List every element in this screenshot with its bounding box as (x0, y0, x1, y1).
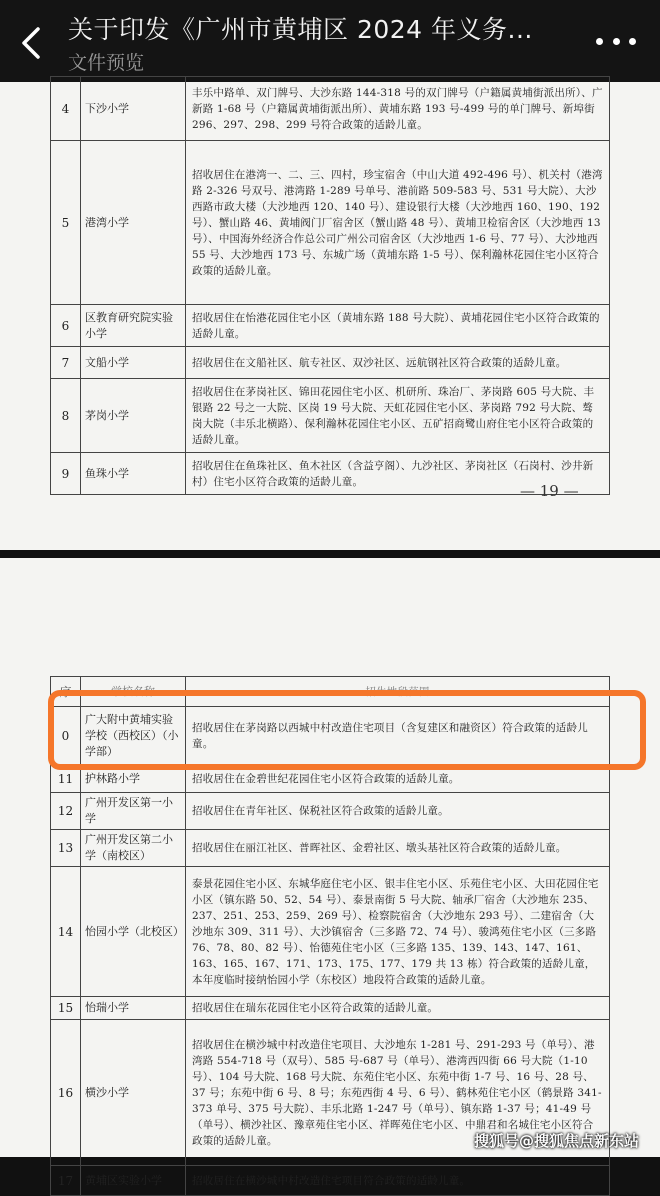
document-page-19 (0, 82, 660, 550)
enrollment-area: 招收居住在茅岗社区、锦田花园住宅小区、机研所、珠冶厂、茅岗路 605 号大院、丰银路 22 号之一大院、区岗 19 号大院、天虹花园住宅小区、茅岗路 792 号大院、骜岗大院（丰乐北横路）、保利瀚林花园住宅小区、五矿招商鹭山府住宅小区符合政策的适龄儿童。 (186, 379, 610, 453)
table-row (51, 830, 610, 867)
table-row (51, 793, 610, 830)
school-name: 茅岗小学 (81, 379, 186, 453)
row-number: 7 (51, 347, 81, 379)
enrollment-area: 招收居住在金碧世纪花园住宅小区符合政策的适龄儿童。 (186, 765, 610, 793)
enrollment-area: 招收居住在港湾一、二、三、四村，珍宝宿舍（中山大道 492-496 号）、机关村（港湾路 2-326 号双号、港湾路 1-289 号单号、港前路 509-583 号、531 号大院）、大沙西路市政大楼（大沙地西 120、140 号）、建设银行大楼（大沙地西 160、190、192 号）、蟹山路 46、黄埔阀门厂宿舍区（蟹山路 48 号）、黄埔卫检宿舍区（大沙地西 13 号）、中国海外经济合作总公司广州公司宿舍区（大沙地西 1-6 号、77 号）、大沙地西 55 号、大沙地西 173 号、东城广场（黄埔东路 1-5 号）、保利瀚林花园住宅小区符合政策的适龄儿童。 (186, 141, 610, 305)
row-number: 11 (51, 765, 81, 793)
table-row (51, 997, 610, 1020)
page-number: — 19 — (520, 482, 579, 500)
chevron-left-icon[interactable] (18, 26, 46, 60)
row-number: 9 (51, 453, 81, 495)
school-name: 广大附中黄埔实验学校（西校区）（小学部） (81, 707, 186, 765)
row-number: 12 (51, 793, 81, 830)
more-dots-icon[interactable] (596, 36, 636, 46)
school-name: 黄埔区实验小学 (81, 1166, 186, 1196)
document-page-20 (0, 558, 660, 1188)
school-name: 怡园小学（北校区） (81, 867, 186, 997)
row-number: 14 (51, 867, 81, 997)
header-cell-school: 学校名称 (81, 677, 186, 707)
table-row (51, 867, 610, 997)
school-name: 怡瑞小学 (81, 997, 186, 1020)
row-number: 17 (51, 1166, 81, 1196)
school-name: 横沙小学 (81, 1020, 186, 1166)
row-number: 5 (51, 141, 81, 305)
enrollment-table-page1 (50, 76, 610, 495)
row-number: 0 (51, 707, 81, 765)
school-name: 下沙小学 (81, 77, 186, 141)
table-row (51, 305, 610, 347)
enrollment-area: 招收居住在文船社区、航专社区、双沙社区、远航钢社区符合政策的适龄儿童。 (186, 347, 610, 379)
row-number: 15 (51, 997, 81, 1020)
school-name: 护林路小学 (81, 765, 186, 793)
document-title: 关于印发《广州市黄埔区 2024 年义务... (68, 15, 533, 44)
row-number: 4 (51, 77, 81, 141)
table-row (51, 379, 610, 453)
table-row (51, 77, 610, 141)
app-header (0, 0, 660, 82)
enrollment-area: 招收居住在青年社区、保税社区符合政策的适龄儿童。 (186, 793, 610, 830)
table-row (51, 765, 610, 793)
enrollment-area: 招收居住在横沙城中村改造住宅项目符合政策的适龄儿童。 (186, 1166, 610, 1196)
enrollment-area: 招收居住在横沙城中村改造住宅项目、大沙地东 1-281 号、291-293 号（单号）、港湾路 554-718 号（双号）、585 号-687 号（单号）、港湾西四街 66 号大院（1-10 号）、104 号大院、168 号大院、东苑住宅小区、东苑中街 1-7 号、16 号、28 号、37 号；东苑中街 6 号、8 号；东苑西街 4 号、6 号）、鹤林苑住宅小区（鹤景路 341-373 单号、375 号大院）、丰乐北路 1-247 号（单号）、镇东路 1-37 号；41-49 号（单号）、横沙社区、豫章苑住宅小区、祥晖苑住宅小区、中鼎君和名城住宅小区符合政策的适龄儿童。 (186, 1020, 610, 1166)
row-number: 13 (51, 830, 81, 867)
table-header-row (51, 677, 610, 707)
table-row (51, 141, 610, 305)
document-subtitle: 文件预览 (68, 52, 145, 74)
enrollment-area: 招收居住在鱼珠社区、鱼木社区（含益亨阁）、九沙社区、茅岗社区（石岗村、沙井新村）住宅小区符合政策的适龄儿童。 (186, 453, 610, 495)
school-name: 文船小学 (81, 347, 186, 379)
header-cell-desc: 招生地段范围 (186, 677, 610, 707)
enrollment-area: 丰乐中路单、双门牌号、大沙东路 144-318 号的双门牌号（户籍属黄埔街派出所）、广新路 1-68 号（户籍属黄埔街派出所）、黄埔东路 193 号-499 号的单门牌号、新埠街 296、297、298、299 号符合政策的适龄儿童。 (186, 77, 610, 141)
header-cell-no: 序 (51, 677, 81, 707)
watermark: 搜狐号@搜狐焦点新东站 (474, 1132, 640, 1150)
page-divider (0, 550, 660, 558)
enrollment-area: 招收居住在茅岗路以西城中村改造住宅项目（含复建区和融资区）符合政策的适龄儿童。 (186, 707, 610, 765)
enrollment-area: 招收居住在怡港花园住宅小区（黄埔东路 188 号大院）、黄埔花园住宅小区符合政策的适龄儿童。 (186, 305, 610, 347)
enrollment-area: 泰景花园住宅小区、东城华庭住宅小区、银丰住宅小区、乐苑住宅小区、大田花园住宅小区（镇东路 50、52、54 号）、泰景南街 5 号大院、轴承厂宿舍（大沙地东 235、237、251、253、259、269 号）、检察院宿舍（大沙地东 293 号）、二建宿舍（大沙地东 309、311 号）、大沙镇宿舍（三多路 72、74 号）、骏鸿苑住宅小区（三多路 76、78、80、82 号）、怡德苑住宅小区（三多路 135、139、143、147、161、163、165、167、171、173、175、177、179 共 13 栋）符合政策的适龄儿童，本年度临时接纳怡园小学（东校区）地段符合政策的适龄儿童。 (186, 867, 610, 997)
school-name: 鱼珠小学 (81, 453, 186, 495)
row-number: 8 (51, 379, 81, 453)
table-row (51, 707, 610, 765)
enrollment-table-page2 (50, 676, 610, 1196)
row-number: 16 (51, 1020, 81, 1166)
school-name: 广州开发区第一小学 (81, 793, 186, 830)
table-row (51, 347, 610, 379)
enrollment-area: 招收居住在丽江社区、普晖社区、金碧社区、墩头基社区符合政策的适龄儿童。 (186, 830, 610, 867)
table-row (51, 1166, 610, 1196)
enrollment-area: 招收居住在瑞东花园住宅小区符合政策的适龄儿童。 (186, 997, 610, 1020)
school-name: 广州开发区第二小学（南校区） (81, 830, 186, 867)
school-name: 区教育研究院实验小学 (81, 305, 186, 347)
row-number: 6 (51, 305, 81, 347)
school-name: 港湾小学 (81, 141, 186, 305)
